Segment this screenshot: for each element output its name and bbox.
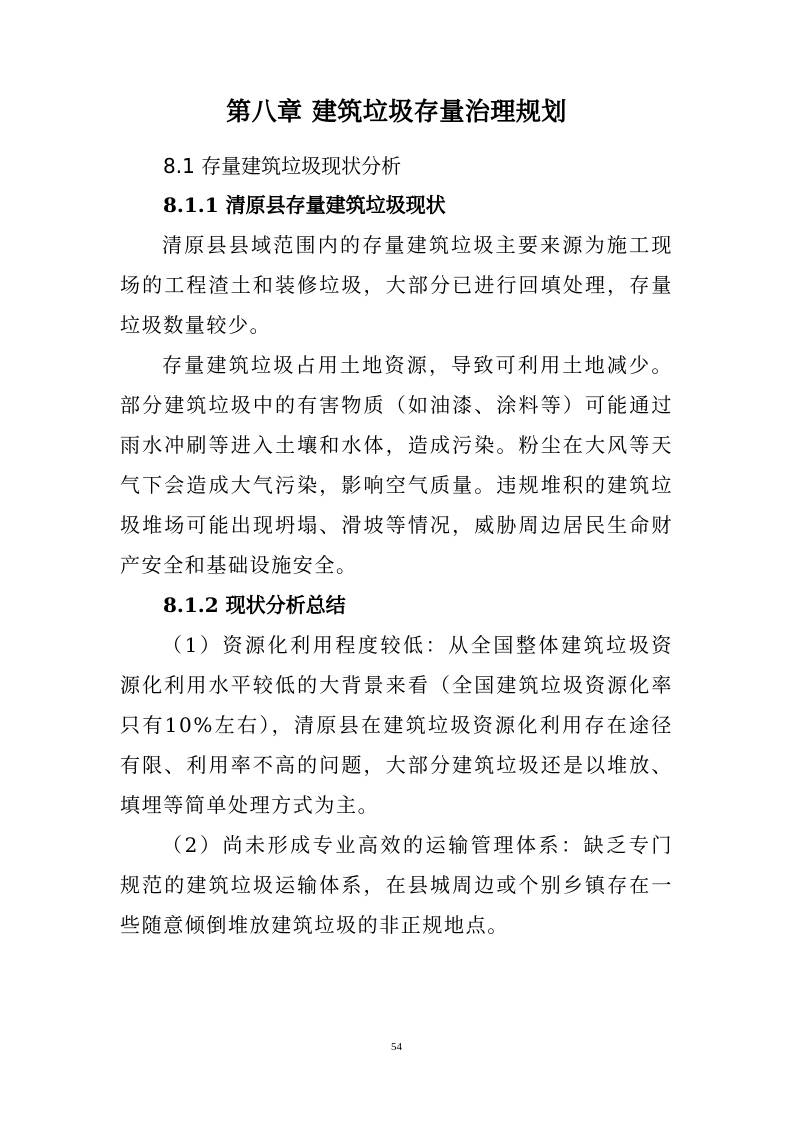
paragraph-existing-waste-sources: 清原县县域范围内的存量建筑垃圾主要来源为施工现场的工程渣土和装修垃圾，大部分已进行回填处理，存量垃圾数量较少。 bbox=[120, 233, 673, 337]
paragraph-summary-item-2: （2）尚未形成专业高效的运输管理体系：缺乏专门规范的建筑垃圾运输体系，在县城周边或个别乡镇存在一些随意倾倒堆放建筑垃圾的非正规地点。 bbox=[120, 833, 673, 937]
section-8-1-heading: 8.1 存量建筑垃圾现状分析 bbox=[163, 154, 402, 178]
paragraph-summary-item-1: （1）资源化利用程度较低：从全国整体建筑垃圾资源化利用水平较低的大背景来看（全国建筑垃圾资源化率只有10%左右），清原县在建筑垃圾资源化利用存在途径有限、利用率不高的问题，大部分建筑垃圾还是以堆放、填埋等简单处理方式为主。 bbox=[120, 633, 673, 817]
paragraph-existing-waste-impacts: 存量建筑垃圾占用土地资源，导致可利用土地减少。部分建筑垃圾中的有害物质（如油漆、涂料等）可能通过雨水冲刷等进入土壤和水体，造成污染。粉尘在大风等天气下会造成大气污染，影响空气质量。违规堆积的建筑垃圾堆场可能出现坍塌、滑坡等情况，威胁周边居民生命财产安全和基础设施安全。 bbox=[120, 353, 673, 577]
page-number: 54 bbox=[391, 1041, 402, 1053]
section-8-1-1-heading: 8.1.1 清原县存量建筑垃圾现状 bbox=[163, 193, 446, 217]
chapter-title: 第八章 建筑垃圾存量治理规划 bbox=[226, 97, 567, 126]
section-8-1-2-heading: 8.1.2 现状分析总结 bbox=[163, 593, 346, 617]
